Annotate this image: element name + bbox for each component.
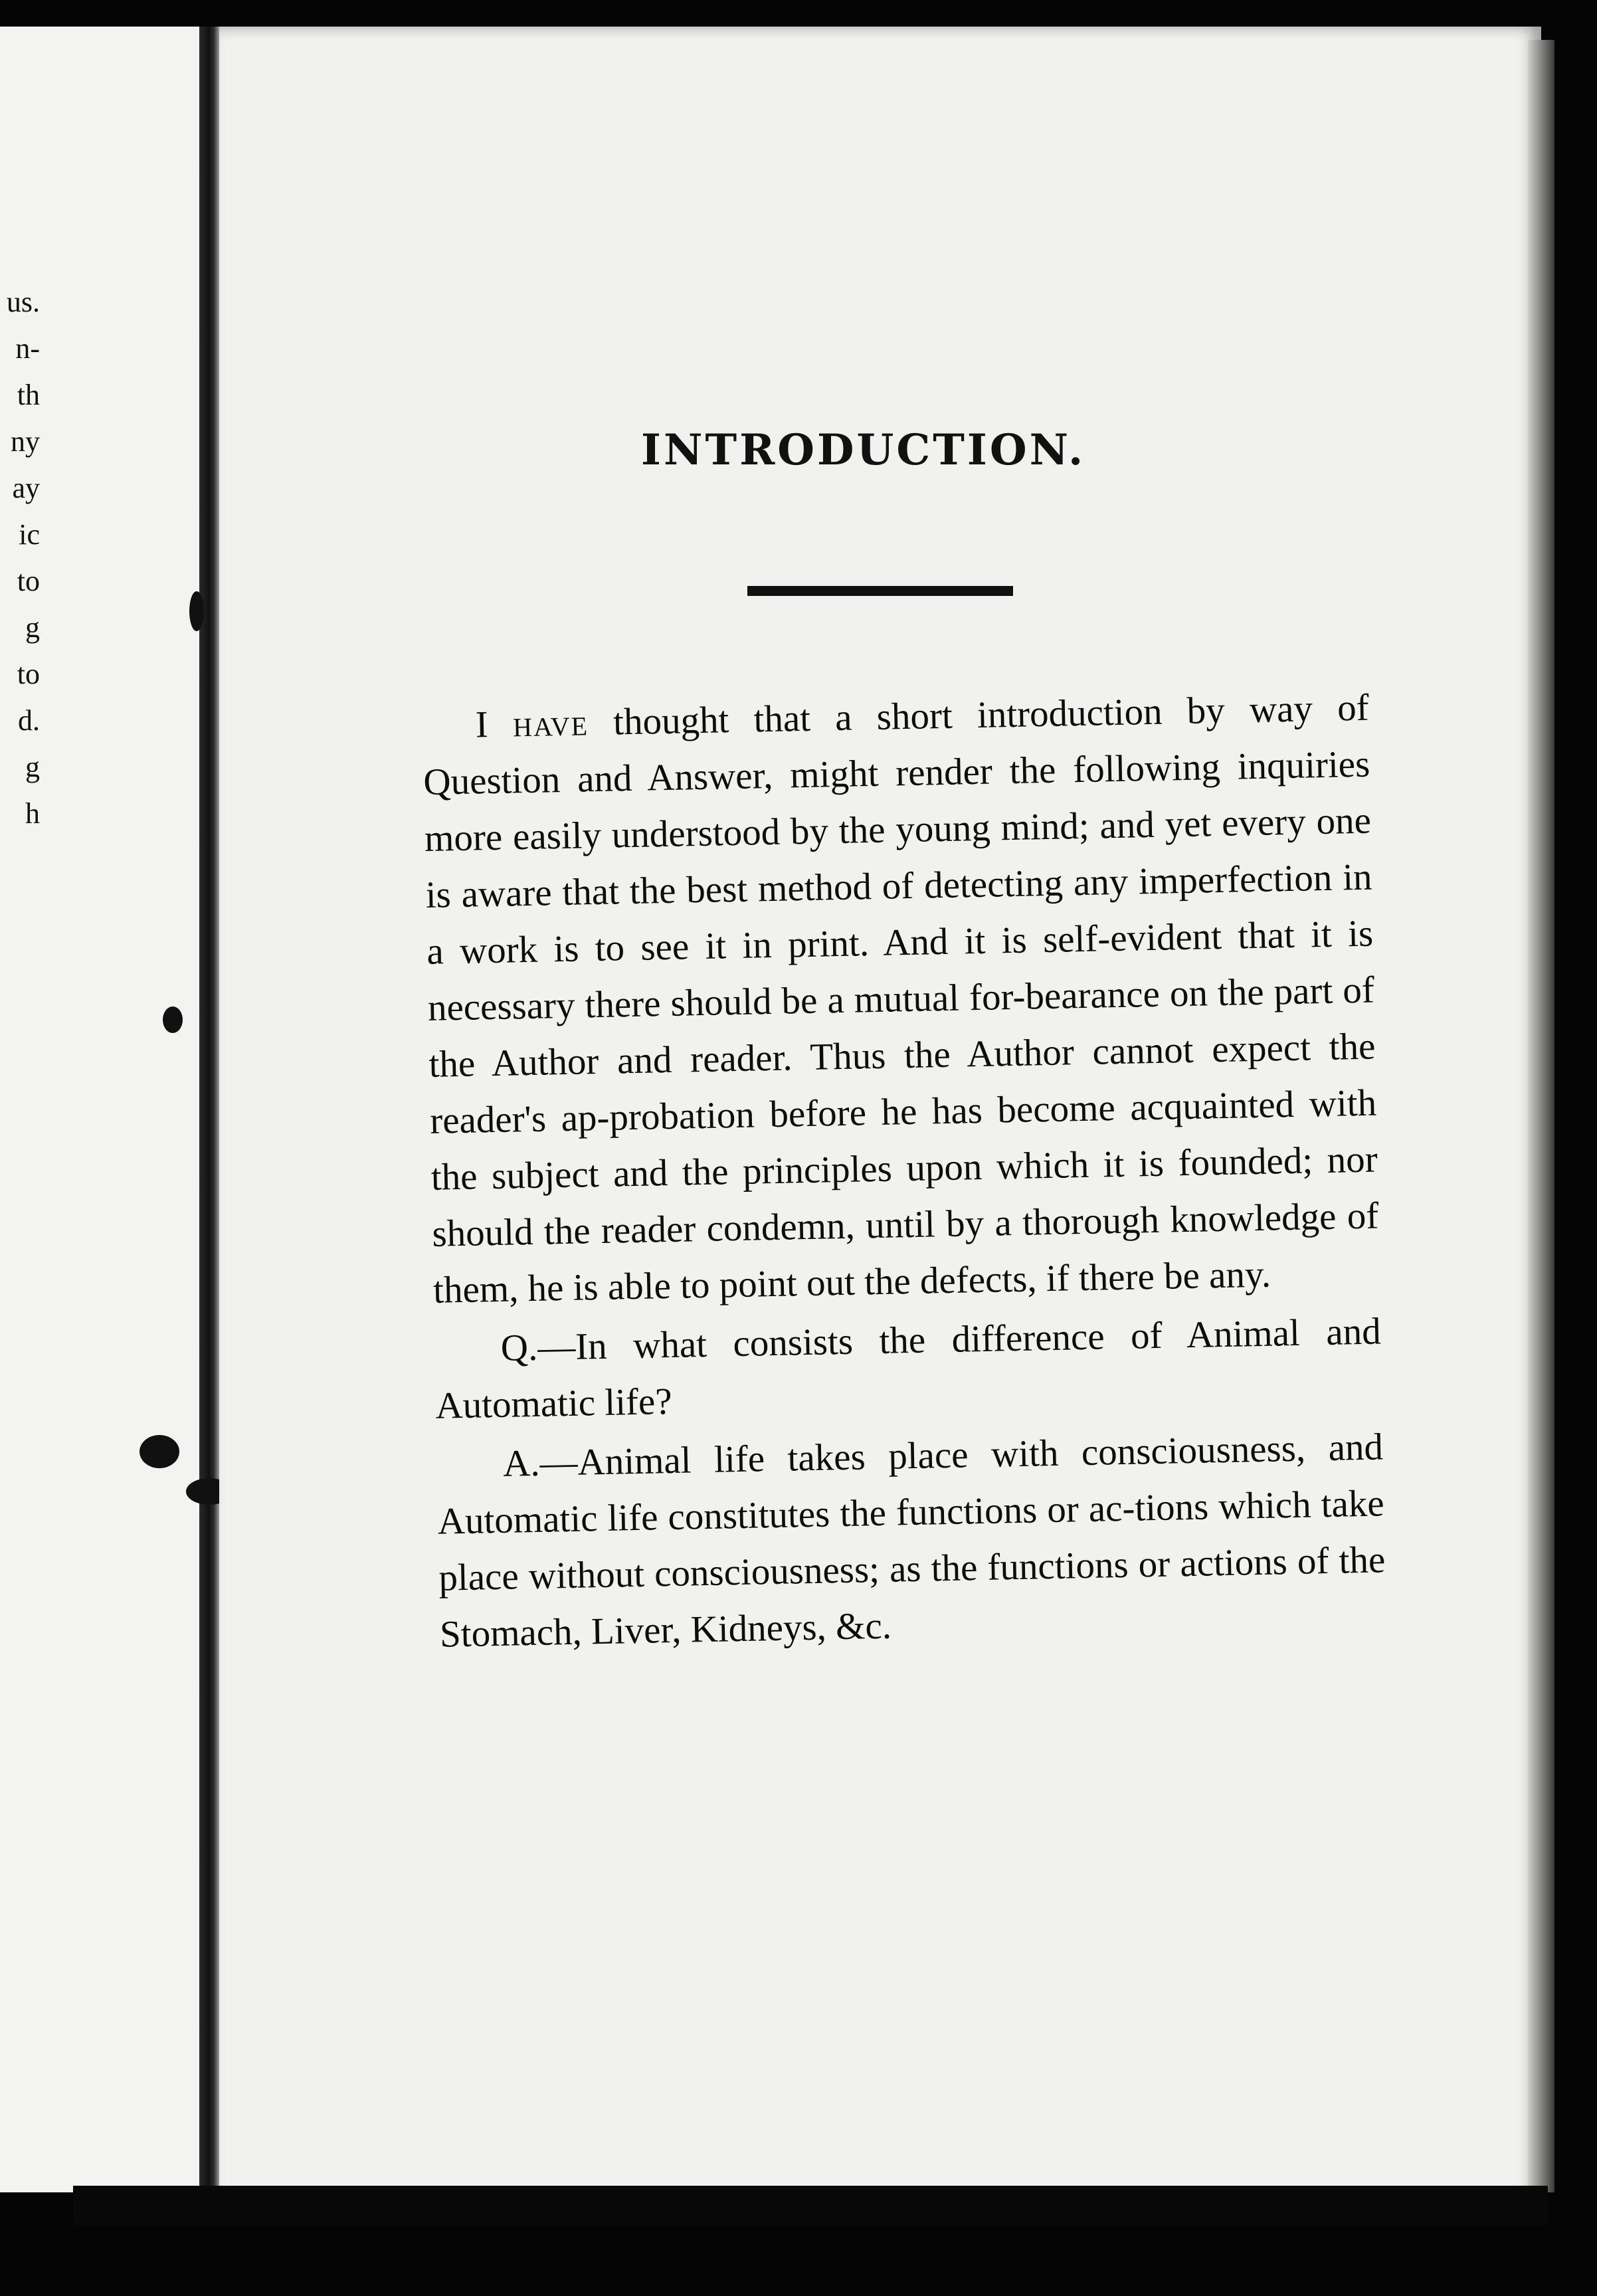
intro-paragraph (422, 680, 1380, 1319)
left-fragment: to (17, 565, 40, 597)
intro-text: thought that a short introduction by way of Question and Answer, might render the following inquiries more easily understood by the young mind; and yet every one is aware that the best method of detecting any imperfection in a work is to see it in print. And it is self-evident that it is necessary there should be a mutual for-bearance on the part of the Author and reader. Thus the Author cannot expect the reader's ap-probation before he has become acquainted with the subject and the principles upon which it is founded; nor should the reader condemn, until by a thorough knowledge of them, he is able to point out the defects, if there be any. (423, 686, 1379, 1311)
left-fragment: n- (15, 332, 40, 365)
left-fragment: th (17, 379, 40, 411)
left-fragment: d. (18, 704, 40, 737)
body-text (422, 680, 1387, 1666)
bottom-edge (73, 2186, 1548, 2226)
left-fragment: to (17, 658, 40, 690)
left-fragment: us. (6, 286, 40, 318)
left-fragment: ic (19, 518, 40, 551)
left-page (0, 27, 210, 2192)
page-edge-shadow (1528, 40, 1554, 2192)
left-fragment: g (25, 751, 40, 783)
left-fragment: ay (12, 472, 40, 504)
left-page-text-fragments (0, 279, 40, 837)
intro-lead: I (475, 704, 489, 746)
ink-blot (163, 1006, 183, 1033)
question-paragraph: Q.—In what consists the difference of Animal and Automatic life? (434, 1310, 1382, 1427)
ink-blot (189, 591, 204, 631)
ink-blot (140, 1435, 179, 1468)
answer-paragraph: A.—Animal life takes place with consciousness, and Automatic life constitutes the functions or ac-tions which take place without consciousness; as the functions or actions of the Stomach, Liver, Kidneys, &c. (437, 1426, 1386, 1656)
left-fragment: g (25, 611, 40, 644)
left-fragment: ny (11, 425, 40, 458)
title-rule-divider (747, 586, 1013, 596)
left-fragment: h (25, 797, 40, 830)
page-title: INTRODUCTION. (641, 425, 1086, 475)
intro-smallcaps: have (512, 702, 589, 745)
